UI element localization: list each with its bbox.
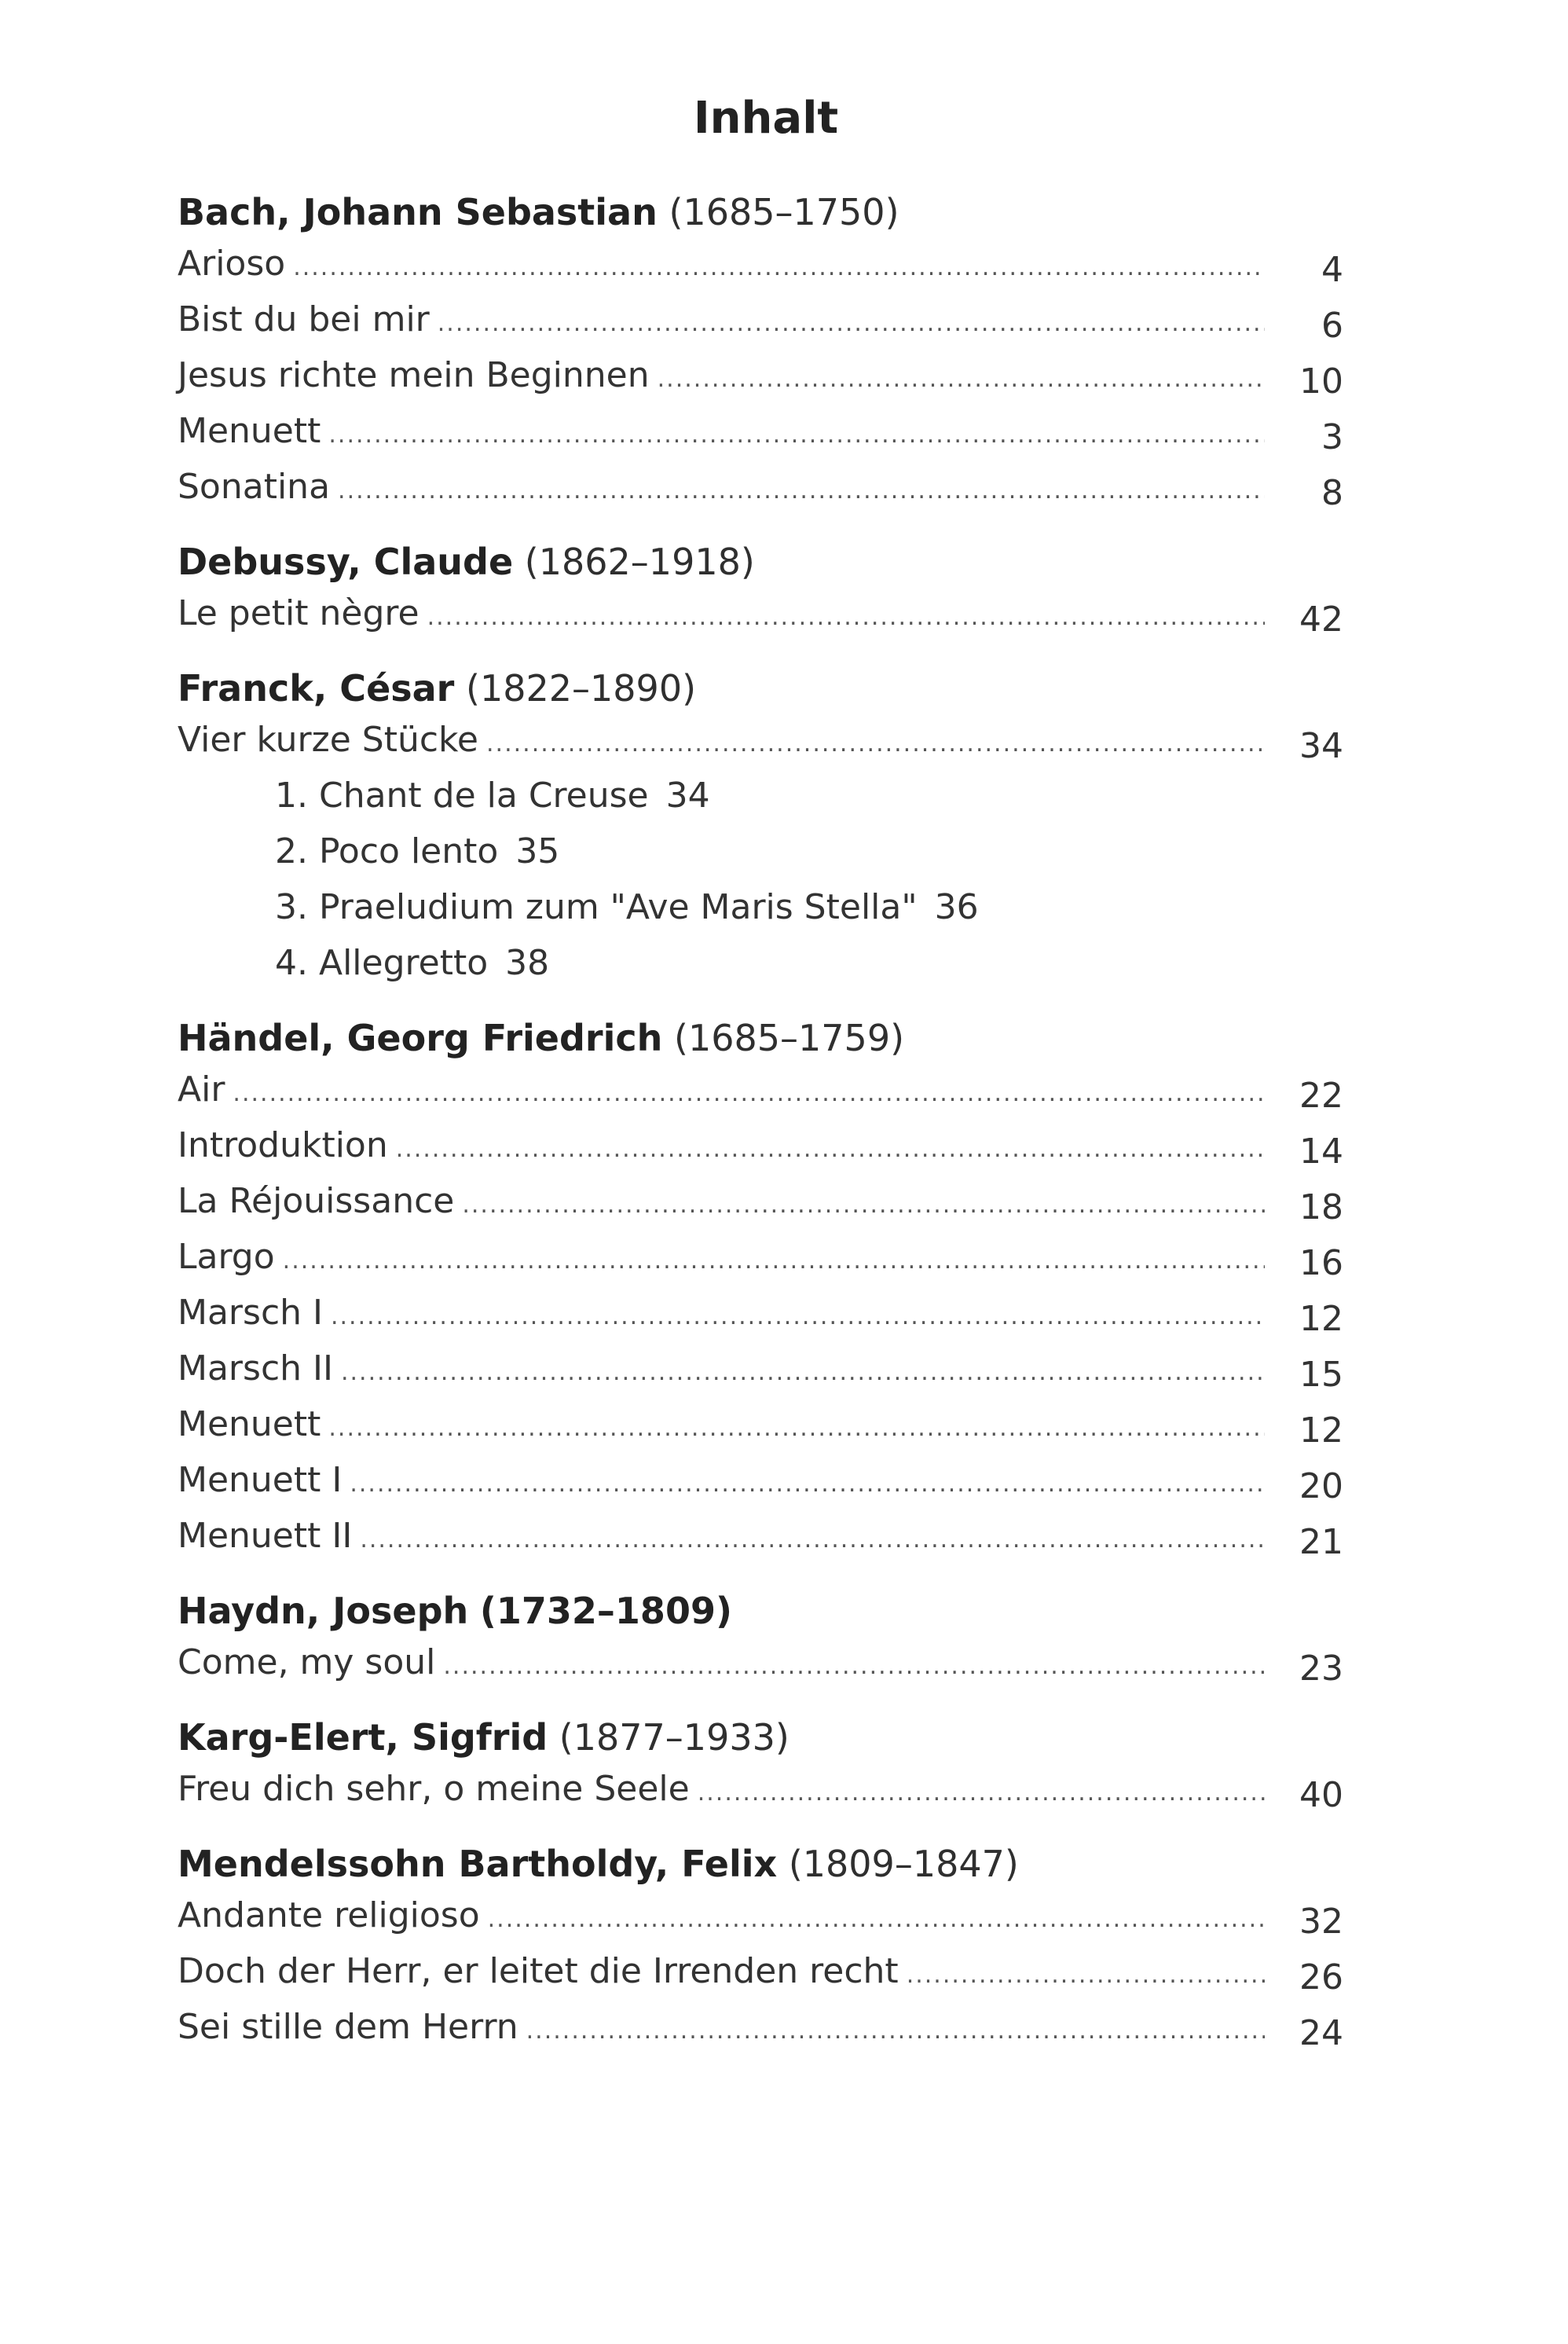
entry-title: Arioso <box>178 244 286 284</box>
subentry-page: 34 <box>665 776 710 816</box>
dot-leader <box>338 463 1265 519</box>
entry-page: 40 <box>1299 1775 1343 1815</box>
entry-page: 8 <box>1321 473 1343 513</box>
entry-page: 34 <box>1299 726 1343 766</box>
toc-entry[interactable] <box>178 292 1343 347</box>
entry-title: Bist du bei mir <box>178 299 430 339</box>
dot-leader <box>658 351 1265 407</box>
toc-entry[interactable] <box>178 1999 1343 2055</box>
composer-heading-franck <box>178 665 1343 712</box>
composer-name: Karg-Elert, Sigfrid <box>178 1716 548 1759</box>
composer-years: (1822–1890) <box>466 667 697 710</box>
composer-heading-debussy <box>178 538 1343 585</box>
entry-title: Sei stille dem Herrn <box>178 2007 518 2047</box>
entry-title: Jesus richte mein Beginnen <box>178 355 650 395</box>
entry-title: Marsch I <box>178 1293 323 1333</box>
composer-years: (1877–1933) <box>559 1716 789 1759</box>
toc-entry[interactable] <box>178 1062 1343 1117</box>
toc-entry[interactable] <box>178 1396 1343 1452</box>
dot-leader <box>283 1233 1265 1289</box>
entry-title: Vier kurze Stücke <box>178 720 479 760</box>
toc-entry[interactable] <box>178 1229 1343 1285</box>
entry-page: 26 <box>1299 1957 1343 1997</box>
dot-leader <box>907 1947 1265 2003</box>
composer-years: (1809–1847) <box>788 1843 1019 1885</box>
entry-page: 15 <box>1299 1355 1343 1395</box>
entry-title: Largo <box>178 1237 275 1277</box>
composer-name: Debussy, Claude <box>178 541 514 583</box>
entry-page: 21 <box>1299 1522 1343 1562</box>
toc-entry[interactable] <box>178 403 1343 459</box>
toc-subentry[interactable] <box>178 879 1343 935</box>
dot-leader <box>698 1765 1265 1821</box>
dot-leader <box>462 1177 1265 1233</box>
composer-years: (1732–1809) <box>479 1590 732 1632</box>
entry-page: 32 <box>1299 1902 1343 1942</box>
dot-leader <box>427 589 1265 645</box>
toc-entry[interactable] <box>178 585 1343 641</box>
entry-title: Sonatina <box>178 467 331 507</box>
entry-page: 4 <box>1321 250 1343 290</box>
entry-page: 24 <box>1299 2013 1343 2053</box>
composer-heading-karg-elert <box>178 1714 1343 1761</box>
composer-heading-haydn <box>178 1587 1343 1634</box>
toc-entry[interactable] <box>178 1117 1343 1173</box>
entry-page: 18 <box>1299 1187 1343 1227</box>
dot-leader <box>233 1066 1265 1121</box>
dot-leader <box>331 1289 1265 1344</box>
page-title: Inhalt <box>693 93 839 144</box>
subentry-page: 38 <box>505 943 550 983</box>
entry-page: 6 <box>1321 306 1343 346</box>
entry-page: 22 <box>1299 1076 1343 1116</box>
entry-title: Marsch II <box>178 1348 333 1388</box>
composer-years: (1685–1759) <box>674 1017 905 1059</box>
entry-title: Come, my soul <box>178 1642 436 1682</box>
composer-name: Franck, César <box>178 667 455 710</box>
entry-title: La Réjouissance <box>178 1181 455 1221</box>
entry-page: 3 <box>1321 417 1343 457</box>
toc-entry[interactable] <box>178 1341 1343 1396</box>
entry-title: Menuett <box>178 1404 321 1444</box>
entry-title: Doch der Herr, er leitet die Irrenden recht <box>178 1951 899 1991</box>
entry-page: 12 <box>1299 1410 1343 1451</box>
entry-page: 12 <box>1299 1299 1343 1339</box>
composer-heading-mendelssohn <box>178 1840 1343 1887</box>
entry-page: 20 <box>1299 1466 1343 1506</box>
entry-page: 23 <box>1299 1649 1343 1689</box>
composer-heading-haendel <box>178 1014 1343 1062</box>
entry-title: Air <box>178 1069 225 1110</box>
subentry-title: 1. Chant de la Creuse <box>275 776 649 816</box>
toc-subentry[interactable] <box>178 768 1343 824</box>
toc-entry[interactable] <box>178 1285 1343 1341</box>
toc-entry[interactable] <box>178 347 1343 403</box>
toc-entry[interactable] <box>178 459 1343 515</box>
entry-title: Menuett II <box>178 1516 353 1556</box>
dot-leader <box>486 716 1265 772</box>
dot-leader <box>350 1456 1265 1512</box>
entry-page: 16 <box>1299 1243 1343 1283</box>
subentry-page: 35 <box>515 831 560 871</box>
composer-heading-bach <box>178 189 1343 236</box>
toc-entry[interactable] <box>178 712 1343 768</box>
entry-page: 14 <box>1299 1132 1343 1172</box>
entry-title: Andante religioso <box>178 1895 480 1935</box>
composer-years: (1685–1750) <box>669 191 899 233</box>
entry-title: Menuett I <box>178 1460 343 1500</box>
toc-entry[interactable] <box>178 1761 1343 1817</box>
toc-entry[interactable] <box>178 1452 1343 1508</box>
toc-entry[interactable] <box>178 1508 1343 1564</box>
entry-page: 42 <box>1299 600 1343 640</box>
dot-leader <box>438 295 1265 351</box>
subentry-title: 2. Poco lento <box>275 831 499 871</box>
dot-leader <box>396 1121 1265 1177</box>
entry-title: Le petit nègre <box>178 593 419 633</box>
toc-subentry[interactable] <box>178 935 1343 991</box>
toc-entry[interactable] <box>178 236 1343 292</box>
subentry-title: 4. Allegretto <box>275 943 489 983</box>
subentry-title: 3. Praeludium zum "Ave Maris Stella" <box>275 887 918 927</box>
dot-leader <box>488 1891 1265 1947</box>
toc-entry[interactable] <box>178 1634 1343 1690</box>
table-of-contents <box>178 189 1343 2055</box>
dot-leader <box>360 1512 1265 1568</box>
entry-page: 10 <box>1299 361 1343 402</box>
toc-entry[interactable] <box>178 1943 1343 1999</box>
composer-name: Händel, Georg Friedrich <box>178 1017 663 1059</box>
entry-title: Menuett <box>178 411 321 451</box>
composer-name: Bach, Johann Sebastian <box>178 191 658 233</box>
toc-entry[interactable] <box>178 1173 1343 1229</box>
toc-entry[interactable] <box>178 1887 1343 1943</box>
dot-leader <box>526 2003 1265 2059</box>
dot-leader <box>443 1638 1265 1694</box>
dot-leader <box>293 240 1265 295</box>
toc-subentry[interactable] <box>178 824 1343 879</box>
entry-title: Freu dich sehr, o meine Seele <box>178 1769 690 1809</box>
composer-name: Mendelssohn Bartholdy, Felix <box>178 1843 778 1885</box>
subentry-page: 36 <box>934 887 979 927</box>
dot-leader <box>341 1344 1265 1400</box>
composer-name: Haydn, Joseph <box>178 1590 469 1632</box>
composer-years: (1862–1918) <box>524 541 755 583</box>
entry-title: Introduktion <box>178 1125 388 1165</box>
dot-leader <box>328 407 1265 463</box>
dot-leader <box>328 1400 1265 1456</box>
